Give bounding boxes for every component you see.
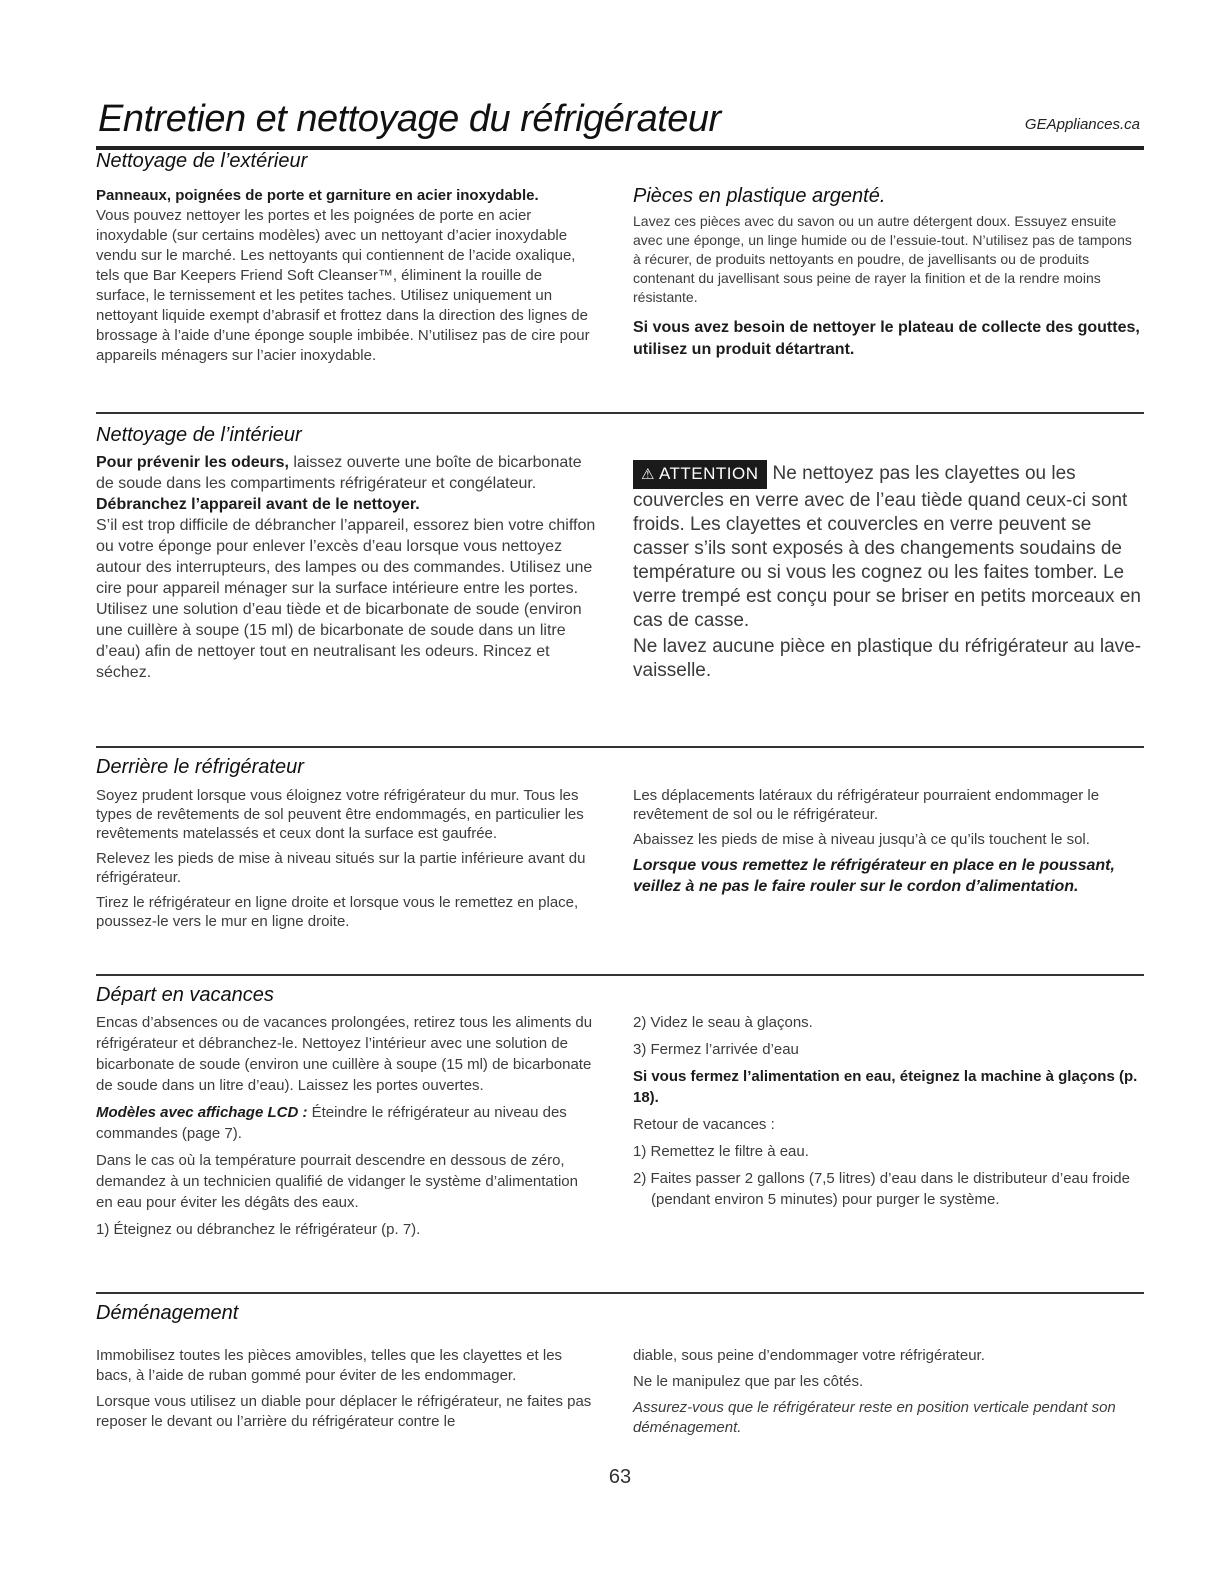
odor-text: laissez ouverte une boîte de bicarbonate de soude dans les compartiments réfrigérateur et congélateur. [96,454,582,492]
exterior-right-column [633,186,1143,367]
vacation-step: 1) Éteignez ou débranchez le réfrigérateur (p. 7). [96,1221,421,1238]
divider [96,974,1144,976]
behind-paragraph: Relevez les pieds de mise à niveau situés sur la partie inférieure avant du réfrigérateur. [96,850,586,886]
moving-paragraph: Lorsque vous utilisez un diable pour déplacer le réfrigérateur, ne faites pas reposer le devant ou l’arrière du réfrigérateur contre le [96,1393,592,1430]
section-vacation [96,984,1144,1284]
plastic-subtitle: Pièces en plastique argenté. [633,185,886,207]
lcd-lead: Modèles avec affichage LCD : [96,1104,308,1121]
vacation-right-column [633,1012,1143,1216]
section-exterior [96,150,1144,410]
plastic-body: Lavez ces pièces avec du savon ou un autre détergent doux. Essuyez ensuite avec une éponge, un linge humide ou de l’essuie-tout. N’utilisez pas de tampons à récurer, de produits nettoyants en poudre, de javellisants ou de produits contenant du javellisant sous peine de rayer la finition et de la rendre moins résistante. [633,213,1132,305]
moving-paragraph: Ne le manipulez que par les côtés. [633,1373,864,1390]
vacation-left-column [96,1012,596,1246]
moving-paragraph: Immobilisez toutes les pièces amovibles, telles que les clayettes et les bacs, à l’aide de ruban gommé pour éviter de les endommager. [96,1347,563,1384]
unplug-text: S’il est trop difficile de débrancher l’appareil, essorez bien votre chiffon ou votre éponge pour enlever l’excès d’eau lorsque vous nettoyez autour des interrupteurs, des lampes ou des commandes. Utilisez une cire pour appareil ménager sur la surface intérieure entre les portes. [96,517,596,597]
page-number: 63 [608,1466,632,1488]
divider [96,1292,1144,1294]
exterior-left-column [96,186,596,372]
drip-tray-note: Si vous avez besoin de nettoyer le plateau de collecte des gouttes, utilisez un produit détartrant. [633,319,1140,358]
divider [96,746,1144,748]
exterior-lead: Panneaux, poignées de porte et garniture en acier inoxydable. [96,187,539,204]
return-heading: Retour de vacances : [633,1116,775,1133]
moving-left-column [96,1346,596,1438]
ice-maker-note: Si vous fermez l’alimentation en eau, éteignez la machine à glaçons (p. 18). [633,1068,1138,1106]
glass-warning: Ne nettoyez pas les clayettes ou les couvercles en verre avec de l’eau tiède quand ceux-ci sont froids. Les clayettes et couvercles en verre peuvent se casser s’ils sont exposés à des changements soudains de température ou si vous les cognez ou les faites tomber. Le verre trempé est conçu pour se briser en petits morceaux en cas de casse. [633,463,1141,631]
warning-icon: ⚠ [641,466,655,483]
upright-note: Assurez-vous que le réfrigérateur reste en position verticale pendant son déménagement. [633,1399,1116,1436]
section-title: Déménagement [96,1302,239,1324]
behind-right-column [633,786,1143,903]
behind-paragraph: Soyez prudent lorsque vous éloignez votre réfrigérateur du mur. Tous les types de revêtements de sol peuvent être endommagés, en particulier les revêtements matelassés et ceux dont la surface est gaufrée. [96,787,584,842]
page-title: Entretien et nettoyage du réfrigérateur [98,98,721,140]
interior-left-column [96,452,596,683]
behind-paragraph: Les déplacements latéraux du réfrigérateur pourraient endommager le revêtement de sol ou le réfrigérateur. [633,787,1100,823]
page-header [96,98,1144,150]
return-step: 2) Faites passer 2 gallons (7,5 litres) d’eau dans le distributeur d’eau froide (pendant environ 5 minutes) pour purger le système. [633,1170,1130,1208]
behind-paragraph: Tirez le réfrigérateur en ligne droite et lorsque vous le remettez en place, poussez-le vers le mur en ligne droite. [96,894,579,930]
section-behind [96,756,1144,966]
vacation-paragraph: Encas d’absences ou de vacances prolongées, retirez tous les aliments du réfrigérateur et débranchez-le. Nettoyez l’intérieur avec une solution de bicarbonate de soude (environ une cuillère à soupe (15 ml) de bicarbonate de soude dans un litre d’eau). Laissez les portes ouvertes. [96,1014,593,1094]
section-moving [96,1302,1144,1462]
soda-text: Utilisez une solution d’eau tiède et de bicarbonate de soude (environ une cuillère à soupe (15 ml) de bicarbonate de soude dans un litre d’eau) afin de nettoyer tout en neutralisant les odeurs. Rincez et séchez. [96,601,582,681]
moving-paragraph: diable, sous peine d’endommager votre réfrigérateur. [633,1347,985,1364]
section-interior [96,424,1144,734]
interior-right-column [633,460,1143,683]
unplug-lead: Débranchez l’appareil avant de le nettoyer. [96,496,420,513]
dishwasher-note: Ne lavez aucune pièce en plastique du réfrigérateur au lave-vaisselle. [633,636,1142,681]
moving-right-column [633,1346,1143,1444]
attention-badge: ⚠ ATTENTION [633,460,767,489]
vacation-paragraph: Dans le cas où la température pourrait descendre en dessous de zéro, demandez à un technicien qualifié de vidanger le système d’alimentation en eau pour éviter les dégâts des eaux. [96,1152,578,1211]
power-cord-note: Lorsque vous remettez le réfrigérateur en place en le poussant, veillez à ne pas le faire rouler sur le cordon d’alimentation. [633,857,1115,895]
page [96,98,1144,1488]
exterior-body: Vous pouvez nettoyer les portes et les poignées de porte en acier inoxydable (sur certains modèles) avec un nettoyant d’acier inoxydable vendu sur le marché. Les nettoyants qui contiennent de l’acide oxalique, tels que Bar Keepers Friend Soft Cleanser™, éliminent la rouille de surface, le ternissement et les petites taches. Utilisez uniquement un nettoyant liquide exempt d’abrasif et frottez dans la direction des lignes de brossage à l’aide d’une éponge souple imbibée. N’utilisez pas de cire pour appareils ménagers sur l’acier inoxydable. [96,207,590,364]
section-title: Nettoyage de l’intérieur [96,424,302,446]
vacation-step: 2) Videz le seau à glaçons. [633,1014,813,1031]
behind-left-column [96,786,596,937]
site-url: GEAppliances.ca [1024,116,1140,133]
odor-lead: Pour prévenir les odeurs, [96,454,289,471]
section-title: Nettoyage de l’extérieur [96,150,308,172]
section-title: Départ en vacances [96,984,274,1006]
section-title: Derrière le réfrigérateur [96,756,304,778]
return-step: 1) Remettez le filtre à eau. [633,1143,809,1160]
behind-paragraph: Abaissez les pieds de mise à niveau jusqu’à ce qu’ils touchent le sol. [633,831,1090,848]
lcd-text: Éteindre le réfrigérateur au niveau des commandes (page 7). [96,1104,567,1142]
vacation-step: 3) Fermez l’arrivée d’eau [633,1041,799,1058]
divider [96,412,1144,414]
